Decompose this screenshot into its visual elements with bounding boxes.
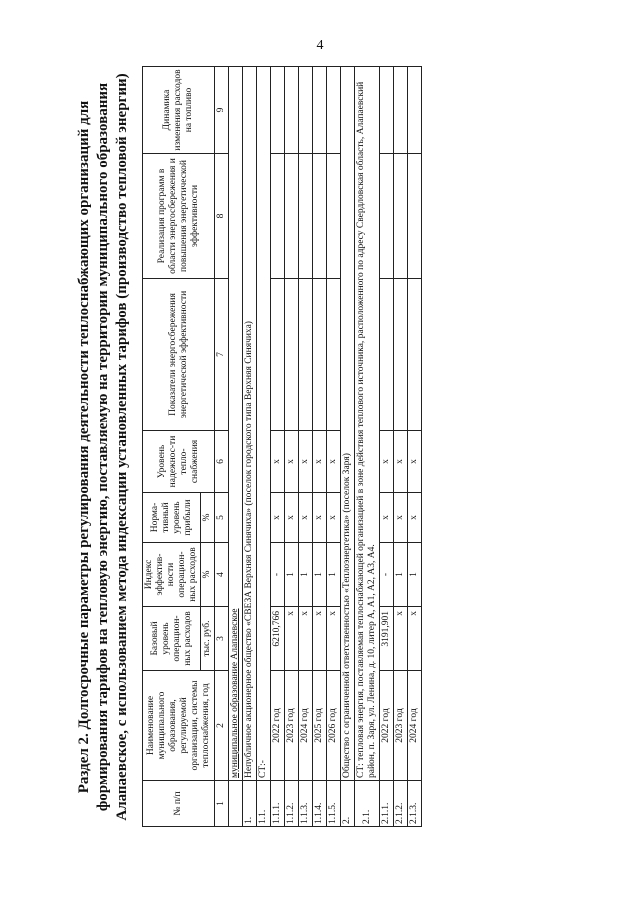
fuel-dynamics-cell — [394, 67, 408, 154]
municipality-cell: муниципальное образование Алапаевское — [229, 67, 243, 781]
year-cell: 2025 год — [313, 671, 327, 781]
programs-cell — [380, 154, 394, 279]
year-cell: 2024 год — [408, 671, 422, 781]
profit-level-cell: х — [285, 493, 299, 543]
reliability-cell: х — [285, 431, 299, 493]
base-opex-cell: х — [299, 607, 313, 671]
fuel-dynamics-cell — [380, 67, 394, 154]
organization-cell: Непубличное акционерное общество «СВЕЗА Верхняя Синячиха» (поселок городского типа Верхняя Синячиха) — [243, 67, 257, 781]
profit-level-cell: х — [394, 493, 408, 543]
efficiency-index-cell: - — [380, 543, 394, 607]
col-number: 5 — [215, 493, 229, 543]
row-number-cell — [229, 781, 243, 827]
unit-efficiency-index: % — [201, 543, 215, 607]
energy-saving-cell — [327, 279, 341, 431]
reliability-cell: х — [408, 431, 422, 493]
energy-saving-cell — [380, 279, 394, 431]
base-opex-cell: 3191,901 — [380, 607, 394, 671]
header-efficiency-index: Индекс эффектив-ности операцион-ных расходов — [143, 543, 201, 607]
row-number-cell: 1.1. — [257, 781, 271, 827]
profit-level-cell: х — [299, 493, 313, 543]
header-name: Наименование муниципального образования, регулируемой организации, системы теплоснабжения, год — [143, 671, 215, 781]
profit-level-cell: х — [313, 493, 327, 543]
profit-level-cell: х — [408, 493, 422, 543]
reliability-cell: х — [380, 431, 394, 493]
profit-level-cell: х — [327, 493, 341, 543]
organization-cell: СТ: тепловая энергия, поставляемая теплоснабжающей организацией в зоне действия теплового источника, расположенного по адресу Свердловская область, Алапаевский район, п. Заря, ул. Ленина, д. 10, литер А, А1, А2, А3, А4. — [355, 67, 380, 781]
profit-level-cell: х — [380, 493, 394, 543]
row-number-cell: 2.1.3. — [408, 781, 422, 827]
year-cell: 2023 год — [285, 671, 299, 781]
year-cell: 2024 год — [299, 671, 313, 781]
col-number: 1 — [215, 781, 229, 827]
section-heading — [75, 67, 132, 827]
reliability-cell: х — [299, 431, 313, 493]
row-number-cell: 2.1.2. — [394, 781, 408, 827]
unit-base-opex: тыс. руб. — [201, 607, 215, 671]
programs-cell — [271, 154, 285, 279]
base-opex-cell: х — [313, 607, 327, 671]
fuel-dynamics-cell — [299, 67, 313, 154]
row-number-cell: 1.1.1. — [271, 781, 285, 827]
fuel-dynamics-cell — [285, 67, 299, 154]
profit-level-cell: х — [271, 493, 285, 543]
parameters-table — [142, 66, 422, 827]
table-row — [394, 67, 408, 827]
programs-cell — [285, 154, 299, 279]
reliability-cell: х — [327, 431, 341, 493]
header-profit-level: Норма-тивный уровень прибыли — [143, 493, 201, 543]
year-cell: 2022 год — [271, 671, 285, 781]
page-number: 4 — [316, 38, 324, 53]
energy-saving-cell — [408, 279, 422, 431]
table-row — [271, 67, 285, 827]
reliability-cell: х — [271, 431, 285, 493]
table-row — [299, 67, 313, 827]
base-opex-cell: х — [327, 607, 341, 671]
table-row — [355, 67, 380, 827]
row-number-cell: 1.1.4. — [313, 781, 327, 827]
col-number: 3 — [215, 607, 229, 671]
table-row — [341, 67, 355, 827]
base-opex-cell: 6210,766 — [271, 607, 285, 671]
table-row — [285, 67, 299, 827]
header-number: № п/п — [143, 781, 215, 827]
heading-line-2: формирования тарифов на тепловую энергию, поставляемую на территории муниципального образования — [95, 82, 111, 812]
fuel-dynamics-cell — [408, 67, 422, 154]
year-cell: 2023 год — [394, 671, 408, 781]
row-number-cell: 2.1. — [355, 781, 380, 827]
row-number-cell: 1.1.3. — [299, 781, 313, 827]
energy-saving-cell — [394, 279, 408, 431]
table-row — [327, 67, 341, 827]
energy-saving-cell — [285, 279, 299, 431]
efficiency-index-cell: 1 — [299, 543, 313, 607]
header-programs: Реализация программ в области энергосбережения и повышения энергетической эффективности — [143, 154, 215, 279]
table-row — [408, 67, 422, 827]
column-numbers-row — [215, 67, 229, 827]
base-opex-cell: х — [285, 607, 299, 671]
row-number-cell: 1. — [243, 781, 257, 827]
energy-saving-cell — [271, 279, 285, 431]
efficiency-index-cell: 1 — [285, 543, 299, 607]
table-row — [380, 67, 394, 827]
efficiency-index-cell: 1 — [394, 543, 408, 607]
col-number: 2 — [215, 671, 229, 781]
organization-cell: СТ:- — [257, 67, 271, 781]
col-number: 9 — [215, 67, 229, 154]
year-cell: 2026 год — [327, 671, 341, 781]
energy-saving-cell — [299, 279, 313, 431]
table-row — [313, 67, 327, 827]
header-base-opex: Базовый уровень операцион-ных расходов — [143, 607, 201, 671]
header-fuel-dynamics: Динамика изменения расходов на топливо — [143, 67, 215, 154]
rotated-page-content — [75, 67, 575, 827]
table-body — [229, 67, 422, 827]
row-number-cell: 2. — [341, 781, 355, 827]
efficiency-index-cell: - — [271, 543, 285, 607]
programs-cell — [299, 154, 313, 279]
heading-line-3: Алапаевское, с использованием метода индексации установленных тарифов (производство тепловой энергии) — [114, 73, 130, 821]
efficiency-index-cell: 1 — [408, 543, 422, 607]
unit-profit-level: % — [201, 493, 215, 543]
reliability-cell: х — [313, 431, 327, 493]
row-number-cell: 1.1.2. — [285, 781, 299, 827]
header-row — [143, 67, 201, 827]
efficiency-index-cell: 1 — [327, 543, 341, 607]
base-opex-cell: х — [394, 607, 408, 671]
table-row — [257, 67, 271, 827]
base-opex-cell: х — [408, 607, 422, 671]
col-number: 8 — [215, 154, 229, 279]
col-number: 4 — [215, 543, 229, 607]
programs-cell — [313, 154, 327, 279]
table-row — [229, 67, 243, 827]
efficiency-index-cell: 1 — [313, 543, 327, 607]
programs-cell — [327, 154, 341, 279]
programs-cell — [408, 154, 422, 279]
programs-cell — [394, 154, 408, 279]
fuel-dynamics-cell — [313, 67, 327, 154]
fuel-dynamics-cell — [271, 67, 285, 154]
fuel-dynamics-cell — [327, 67, 341, 154]
year-cell: 2022 год — [380, 671, 394, 781]
col-number: 6 — [215, 431, 229, 493]
organization-cell: Общество с ограниченной ответственностью «Теплоэнергетика» (поселок Заря) — [341, 67, 355, 781]
heading-line-1: Раздел 2. Долгосрочные параметры регулирования деятельности теплоснабжающих организаций для — [76, 100, 92, 794]
energy-saving-cell — [313, 279, 327, 431]
col-number: 7 — [215, 279, 229, 431]
row-number-cell: 1.1.5. — [327, 781, 341, 827]
table-row — [243, 67, 257, 827]
header-reliability: Уровень надежнос-ти тепло-снабжения — [143, 431, 215, 493]
row-number-cell: 2.1.1. — [380, 781, 394, 827]
header-energy-saving: Показатели энергосбережения энергетической эффективности — [143, 279, 215, 431]
reliability-cell: х — [394, 431, 408, 493]
